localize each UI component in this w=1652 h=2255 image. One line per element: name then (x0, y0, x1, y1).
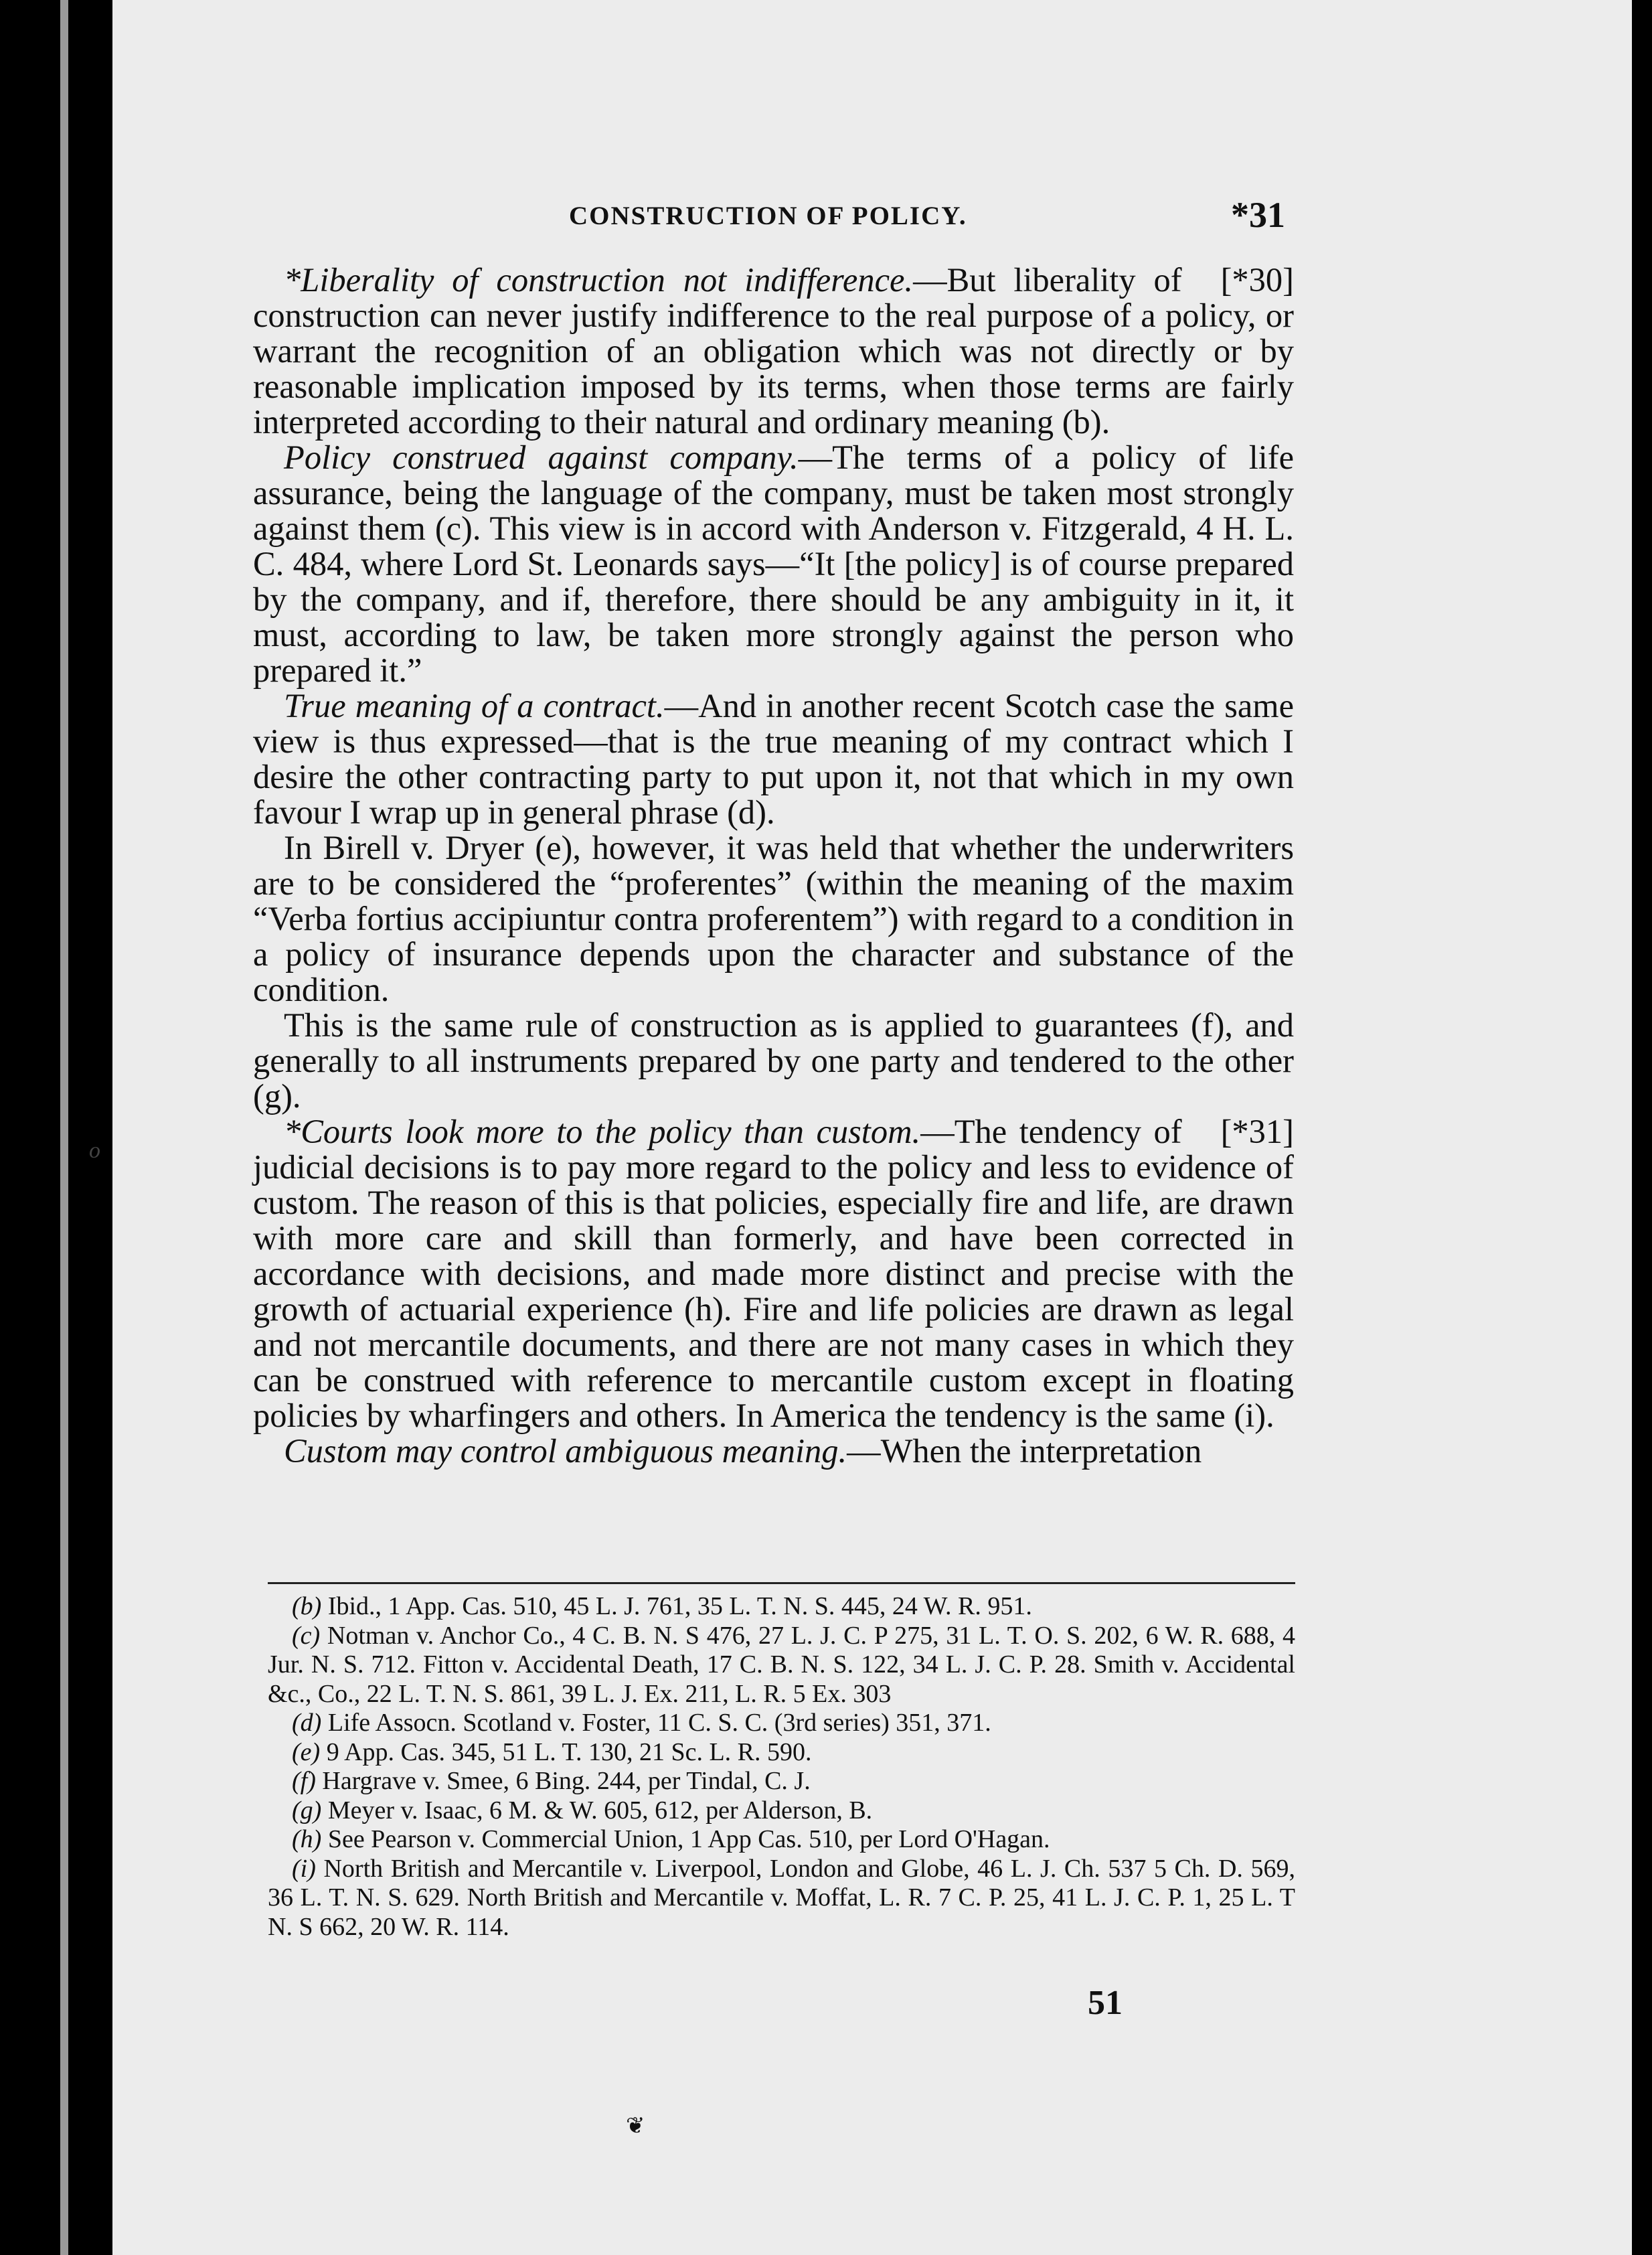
footnote-text: Hargrave v. Smee, 6 Bing. 244, per Tindal, C. J. (322, 1767, 811, 1795)
footnote-text: Meyer v. Isaac, 6 M. & W. 605, 612, per Alderson, B. (327, 1796, 873, 1824)
footnote-h (268, 1825, 1295, 1855)
paragraph-text: —When the interpretation (847, 1432, 1202, 1470)
paragraph-liberality (253, 262, 1294, 440)
paragraph-birell (253, 830, 1294, 1008)
footnotes (268, 1592, 1295, 1942)
paragraph-text: —And in another recent Scotch case the same view is thus expressed—that is the true meaning of my contract which I desire the other contracting party to put upon it, not that which in my own favour I wrap up in general phrase (d). (253, 687, 1294, 831)
footnote-label: (i) (292, 1854, 316, 1883)
footnote-c (268, 1622, 1295, 1709)
page-reference: *31 (1231, 195, 1285, 235)
paragraph-text: —The terms of a policy of life assurance, being the language of the company, must be taken most strongly against them (c). This view is in accord with Anderson v. Fitzgerald, 4 H. L. C. 484, where Lord St. Leonards says—“It [the policy] is of course prepared by the company, and if, therefore, there should be any ambiguity in it, it must, according to law, be taken more strongly against the person who prepared it.” (253, 439, 1294, 689)
ornament-icon: ❦ (626, 2114, 645, 2139)
footnote-label: (d) (292, 1709, 322, 1737)
binding-strip (60, 0, 68, 2255)
paragraph-same-rule (253, 1008, 1294, 1114)
footnote-i (268, 1855, 1295, 1942)
side-heading: True meaning of a contract. (284, 687, 665, 724)
footnote-label: (f) (292, 1767, 316, 1795)
side-heading: Policy construed against company. (284, 439, 799, 476)
side-heading: Custom may control ambiguous meaning. (284, 1432, 847, 1470)
margin-reference: [*31] (1220, 1113, 1294, 1150)
paragraph-true-meaning (253, 688, 1294, 830)
footnote-e (268, 1738, 1295, 1768)
margin-reference: [*30] (1220, 261, 1294, 299)
footnote-b (268, 1592, 1295, 1622)
side-heading: *Liberality of construction not indifference. (284, 261, 914, 299)
side-heading: *Courts look more to the policy than custom. (284, 1113, 921, 1150)
footnote-text: 9 App. Cas. 345, 51 L. T. 130, 21 Sc. L. R. 590. (326, 1737, 812, 1766)
margin-mark: o (89, 1138, 100, 1163)
footnote-rule (268, 1582, 1295, 1584)
paragraph-courts (253, 1114, 1294, 1433)
paragraph-construed (253, 440, 1294, 688)
footnote-text: North British and Mercantile v. Liverpool, London and Globe, 46 L. J. Ch. 537 5 Ch. D. 569, 36 L. T. N. S. 629. North British and Mercantile v. Moffat, L. R. 7 C. P. 25, 41 L. J. C. P. 1, 25 L. T N. S 662, 20 W. R. 114. (268, 1854, 1295, 1941)
footnote-label: (b) (292, 1592, 322, 1620)
paragraph-text: —The tendency of judicial decisions is to pay more regard to the policy and less to evidence of custom. The reason of this is that policies, especially fire and life, are drawn with more care and skill than formerly, and have been corrected in accordance with decisions, and made more distinct and precise with the growth of actuarial experience (h). Fire and life policies are drawn as legal and not mercantile documents, and there are not many cases in which they can be construed with reference to mercantile custom except in floating policies by wharfingers and others. In America the tendency is the same (i). (253, 1113, 1294, 1434)
paragraph-text: —But liberality of construction can never justify indifference to the real purpose of a policy, or warrant the recognition of an obligation which was not directly or by reasonable implication imposed by its terms, when those terms are fairly interpreted according to their natural and ordinary meaning (b). (253, 261, 1294, 441)
running-head (455, 194, 1285, 248)
footnote-label: (c) (292, 1621, 321, 1650)
page-number: 51 (1088, 1984, 1123, 2022)
binding-gutter (0, 0, 114, 2255)
footnote-label: (g) (292, 1796, 322, 1824)
footnote-d (268, 1709, 1295, 1738)
footnote-g (268, 1796, 1295, 1826)
footnote-f (268, 1767, 1295, 1796)
running-title: CONSTRUCTION OF POLICY. (569, 202, 967, 230)
footnote-label: (h) (292, 1825, 322, 1853)
paragraph-text: This is the same rule of construction as is applied to guarantees (f), and generally to all instruments prepared by one party and tendered to the other (g). (253, 1006, 1294, 1115)
body-text (253, 262, 1294, 1469)
footnote-text: Life Assocn. Scotland v. Foster, 11 C. S. C. (3rd series) 351, 371. (327, 1709, 991, 1737)
paragraph-text: In Birell v. Dryer (e), however, it was held that whether the underwriters are to be considered the “proferentes” (within the meaning of the maxim “Verba fortius accipiuntur contra proferentem”) with regard to a condition in a policy of insurance depends upon the character and substance of the condition. (253, 829, 1294, 1008)
footnote-text: Ibid., 1 App. Cas. 510, 45 L. J. 761, 35 L. T. N. S. 445, 24 W. R. 951. (327, 1592, 1032, 1620)
footnote-text: See Pearson v. Commercial Union, 1 App Cas. 510, per Lord O'Hagan. (327, 1825, 1050, 1853)
footnote-label: (e) (292, 1737, 321, 1766)
paragraph-custom (253, 1433, 1294, 1469)
scan-edge (1632, 0, 1652, 2255)
footnote-text: Notman v. Anchor Co., 4 C. B. N. S 476, 27 L. J. C. P 275, 31 L. T. O. S. 202, 6 W. R. 688, 4 Jur. N. S. 712. Fitton v. Accidental Death, 17 C. B. N. S. 122, 34 L. J. C. P. 28. Smith v. Accidental &c., Co., 22 L. T. N. S. 861, 39 L. J. Ex. 211, L. R. 5 Ex. 303 (268, 1621, 1295, 1708)
